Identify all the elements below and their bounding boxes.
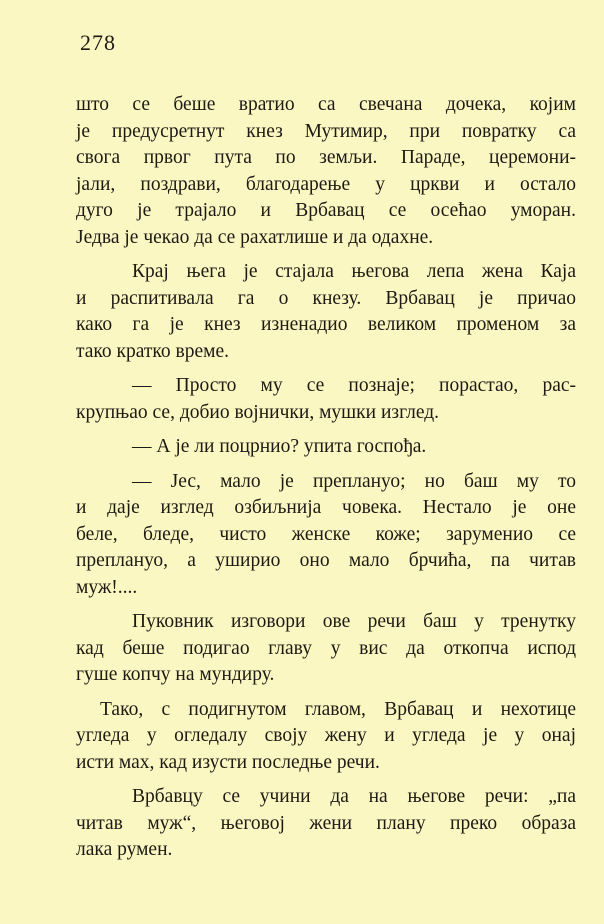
text-line: читав муж“, његовој жени плану преко образа: [76, 812, 576, 834]
text-line: и даје изглед озбиљнија човека. Нестало је оне: [76, 497, 576, 518]
text-line: и распитивала га о кнезу. Врбавац је причао: [76, 287, 576, 309]
paragraph-4: [76, 434, 576, 461]
text-line: исти мах, кад изусти последње речи.: [76, 751, 380, 773]
text-line: муж!....: [76, 576, 138, 598]
paragraph-5: [76, 469, 576, 602]
text-line: — Јес, мало је преплануо; но баш му то: [132, 470, 576, 492]
paragraph-2: [76, 259, 576, 365]
text-line: свога првог пута по земљи. Параде, церемони-: [76, 147, 576, 168]
paragraph-8: [76, 784, 576, 864]
text-line: угледа у огледалу своју жену и угледа је у онај: [76, 725, 576, 746]
text-line: лака румен.: [76, 839, 173, 860]
text-line: — А је ли поцрнио? упита госпођа.: [132, 436, 427, 457]
text-line: — Просто му се познаје; порастао, рас-: [132, 375, 576, 396]
text-line: гуше копчу на мундиру.: [76, 664, 275, 685]
text-line: беле, бледе, чисто женске коже; заруменио се: [76, 523, 576, 545]
text-line: је предусретнут кнез Мутимир, при повратку са: [76, 120, 576, 142]
text-line: Пуковник изговори ове речи баш у тренутку: [132, 611, 576, 632]
text-line: крупњао се, добио војнички, мушки изглед.: [76, 401, 440, 423]
text-line: Крај њега је стајала његова лепа жена Каја: [132, 261, 576, 282]
text-line: Једва је чекао да се рахатлише и да одахне.: [76, 226, 434, 248]
paragraph-7: [76, 697, 576, 777]
text-line: тако кратко време.: [76, 340, 230, 362]
text-line: преплануо, а уширио оно мало брчића, па читав: [76, 550, 576, 571]
text-line: што се беше вратио са свечана дочека, којим: [76, 94, 576, 115]
text-line: Врбавцу се учини да на његове речи: „па: [132, 786, 576, 807]
page-number: 278: [80, 30, 116, 55]
text-line: кад беше подигао главу у вис да откопча испод: [76, 637, 576, 659]
paragraph-3: [76, 373, 576, 426]
text-line: дуго је трајало и Врбавац се осећао уморан.: [76, 200, 576, 221]
paragraph-6: [76, 609, 576, 689]
text-line: како га је кнез изненадио великом променом за: [76, 314, 576, 335]
paragraph-1: [76, 92, 576, 251]
text-line: Тако, с подигнутом главом, Врбавац и нехотице: [100, 698, 576, 720]
body-text: [76, 92, 576, 872]
text-line: јали, поздрави, благодарење у цркви и остало: [76, 173, 576, 195]
